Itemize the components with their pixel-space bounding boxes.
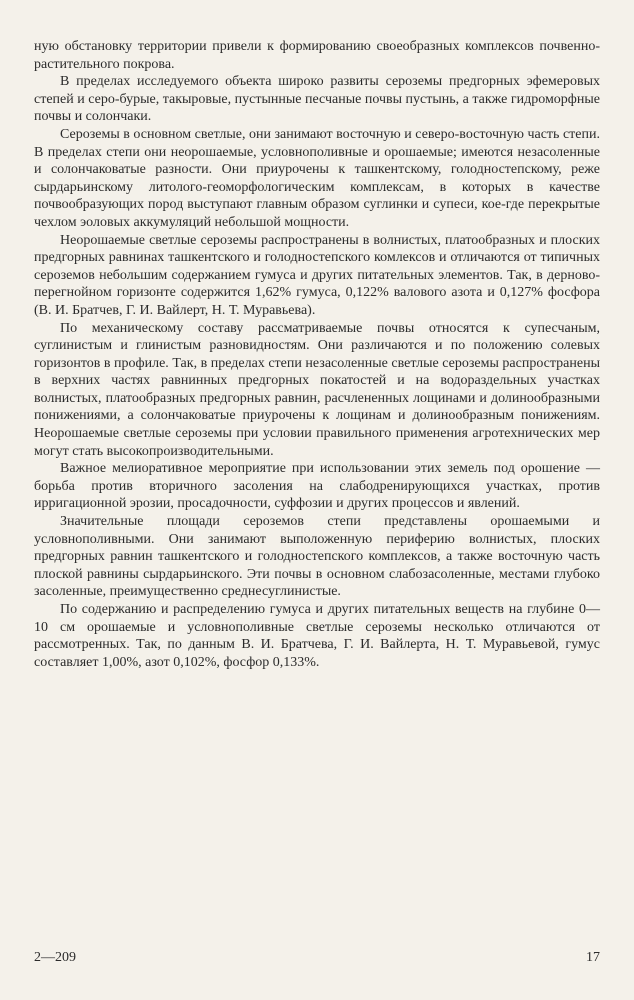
paragraph-mechanical-composition: По механическому составу рассматриваемые почвы относятся к супесчаным, суглинистым и глинистым разновидностям. Они различаются и по положению солевых горизонтов в профиле. Так, в пределах степи незасоленные светлые сероземы распространены в верхних частях равнинных предгорных покатостей и на водораздельных участках волнистых, платообразных предгорных равнин, расчлененных лощинами и долинообразными понижениями, а солончаковатые приурочены к лощинам и долинообразным понижениям. Неорошаемые светлые сероземы при условии правильного применения агротехнических мер могут стать высокопроизводительными.: [34, 320, 600, 459]
paragraph-irrigated-areas: Значительные площади сероземов степи представлены орошаемыми и условнополивными. Они занимают выположенную периферию волнистых, плоских предгорных равнин ташкентского и голодностепского комплексов, а также восточную часть плоской равнины сырдарьинского. Эти почвы в основном слабозасоленные, местами глубоко засоленные, преимущественно среднесуглинистые.: [34, 514, 600, 600]
paragraph-humus-content: По содержанию и распределению гумуса и других питательных веществ на глубине 0—10 см орошаемые и условнополивные светлые сероземы несколько отличаются от рассмотренных. Так, по данным В. И. Братчева, Г. И. Вайлерта, Н. Т. Муравьевой, гумус составляет 1,00%, азот 0,102%, фосфор 0,133%.: [34, 602, 600, 670]
paragraph-light-serozems: Сероземы в основном светлые, они занимают восточную и северо-восточную часть степи. В пределах степи они неорошаемые, условнополивные и орошаемые; имеются незасоленные и солончаковатые разности. Они приурочены к ташкентскому, голодностепскому, реже сырдарьинскому литолого-геоморфологическим комплексам, в которых в качестве почвообразующих пород выступают главным образом суглинки и супеси, кое-где перекрытые чехлом эоловых аккумуляций небольшой мощности.: [34, 126, 600, 230]
page-footer: [34, 950, 600, 966]
paragraph-nonirrigated-serozems: Неорошаемые светлые сероземы распространены в волнистых, платообразных и плоских предгорных равнинах ташкентского и голодностепского комлексов и отличаются от типичных сероземов небольшим содержанием гумуса и других питательных элементов. Так, в дерново-перегнойном горизонте содержится 1,62% гумуса, 0,122% валового азота и 0,127% фосфора (В. И. Братчев, Г. И. Вайлерт, Н. Т. Муравьева).: [34, 232, 600, 318]
page-number: 17: [586, 950, 600, 965]
paragraph-melioration: Важное мелиоративное мероприятие при использовании этих земель под орошение — борьба против вторичного засоления на слабодренирующихся участках, против ирригационной эрозии, просадочности, суффозии и других процессов и явлений.: [34, 461, 600, 512]
paragraph-soils-overview: В пределах исследуемого объекта широко развиты сероземы предгорных эфемеровых степей и серо-бурые, такыровые, пустынные песчаные почвы пустынь, а также гидроморфные почвы и солончаки.: [34, 74, 600, 125]
printer-signature: 2—209: [34, 950, 76, 965]
paragraph-continuation: ную обстановку территории привели к формированию своеобразных комплексов почвенно-растительного покрова.: [34, 39, 600, 72]
